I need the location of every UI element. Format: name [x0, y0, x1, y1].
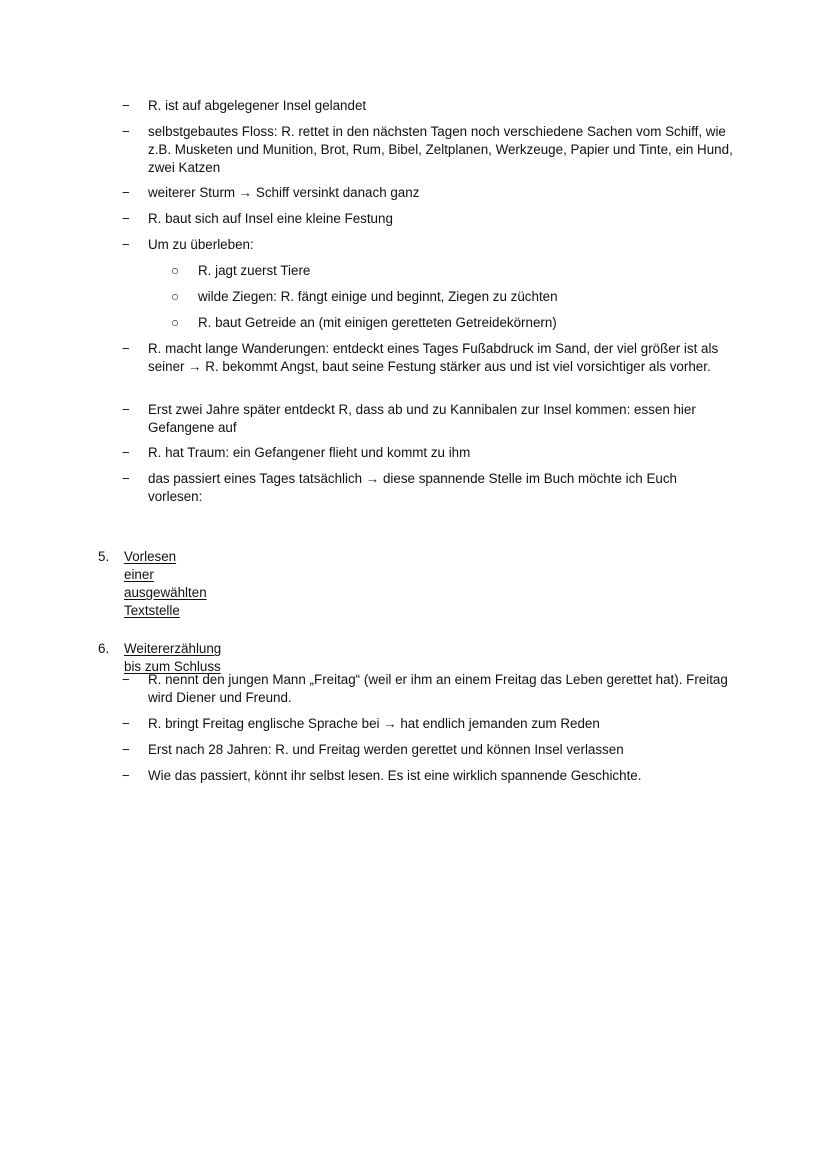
list-item-text: weiterer Sturm → Schiff versinkt danach ganz	[148, 185, 420, 200]
dash-bullet: −	[122, 341, 130, 356]
circle-bullet: ○	[171, 289, 180, 304]
dash-bullet: −	[122, 471, 130, 486]
dash-bullet: −	[122, 445, 130, 460]
list-item-text: R. hat Traum: ein Gefangener flieht und kommt zu ihm	[148, 445, 471, 460]
list-item-text: Erst nach 28 Jahren: R. und Freitag werden gerettet und können Insel verlassen	[148, 742, 624, 757]
list-item-text: Wie das passiert, könnt ihr selbst lesen. Es ist eine wirklich spannende Geschichte.	[148, 768, 642, 783]
dash-bullet: −	[122, 98, 130, 113]
dash-bullet: −	[122, 185, 130, 200]
dash-bullet: −	[122, 237, 130, 252]
section-title: Weitererzählung bis zum Schluss	[124, 641, 222, 674]
list-item-text: das passiert eines Tages tatsächlich → diese spannende Stelle im Buch möchte ich Euch vorlesen:	[148, 471, 677, 504]
list-item-text: R. ist auf abgelegener Insel gelandet	[148, 98, 367, 113]
circle-bullet: ○	[171, 263, 180, 278]
dash-bullet: −	[122, 124, 130, 139]
list-item-text: R. macht lange Wanderungen: entdeckt eines Tages Fußabdruck im Sand, der viel größer ist als seiner → R. bekommt Angst, baut seine Festung stärker aus und ist viel vorsichtiger als vorher.	[148, 341, 719, 374]
dash-bullet: −	[122, 742, 130, 757]
list-item-text: Um zu überleben:	[148, 237, 254, 252]
list-item-text: selbstgebautes Floss: R. rettet in den nächsten Tagen noch verschiedene Sachen vom Schiff, wie z.B. Musketen und Munition, Brot, Rum, Bibel, Zeltplanen, Werkzeuge, Papier und Tinte, ein Hund, zwei Katzen	[148, 124, 733, 175]
section-number: 6.	[98, 641, 110, 656]
sub-list-item-text: R. baut Getreide an (mit einigen geretteten Getreidekörnern)	[198, 315, 557, 330]
sub-list-item-text: wilde Ziegen: R. fängt einige und beginnt, Ziegen zu züchten	[198, 289, 558, 304]
sub-list-item-text: R. jagt zuerst Tiere	[198, 263, 311, 278]
dash-bullet: −	[122, 672, 130, 687]
dash-bullet: −	[122, 716, 130, 731]
list-item-text: R. baut sich auf Insel eine kleine Festung	[148, 211, 393, 226]
list-item-text: R. nennt den jungen Mann „Freitag“ (weil er ihm an einem Freitag das Leben gerettet hat). Freitag wird Diener und Freund.	[148, 672, 728, 705]
section-title: Vorlesen einer ausgewählten Textstelle	[124, 549, 207, 618]
list-item-text: Erst zwei Jahre später entdeckt R, dass ab und zu Kannibalen zur Insel kommen: essen hier Gefangene auf	[148, 402, 696, 435]
dash-bullet: −	[122, 768, 130, 783]
dash-bullet: −	[122, 211, 130, 226]
circle-bullet: ○	[171, 315, 180, 330]
section-number: 5.	[98, 549, 110, 564]
dash-bullet: −	[122, 402, 130, 417]
list-item-text: R. bringt Freitag englische Sprache bei → hat endlich jemanden zum Reden	[148, 716, 600, 731]
